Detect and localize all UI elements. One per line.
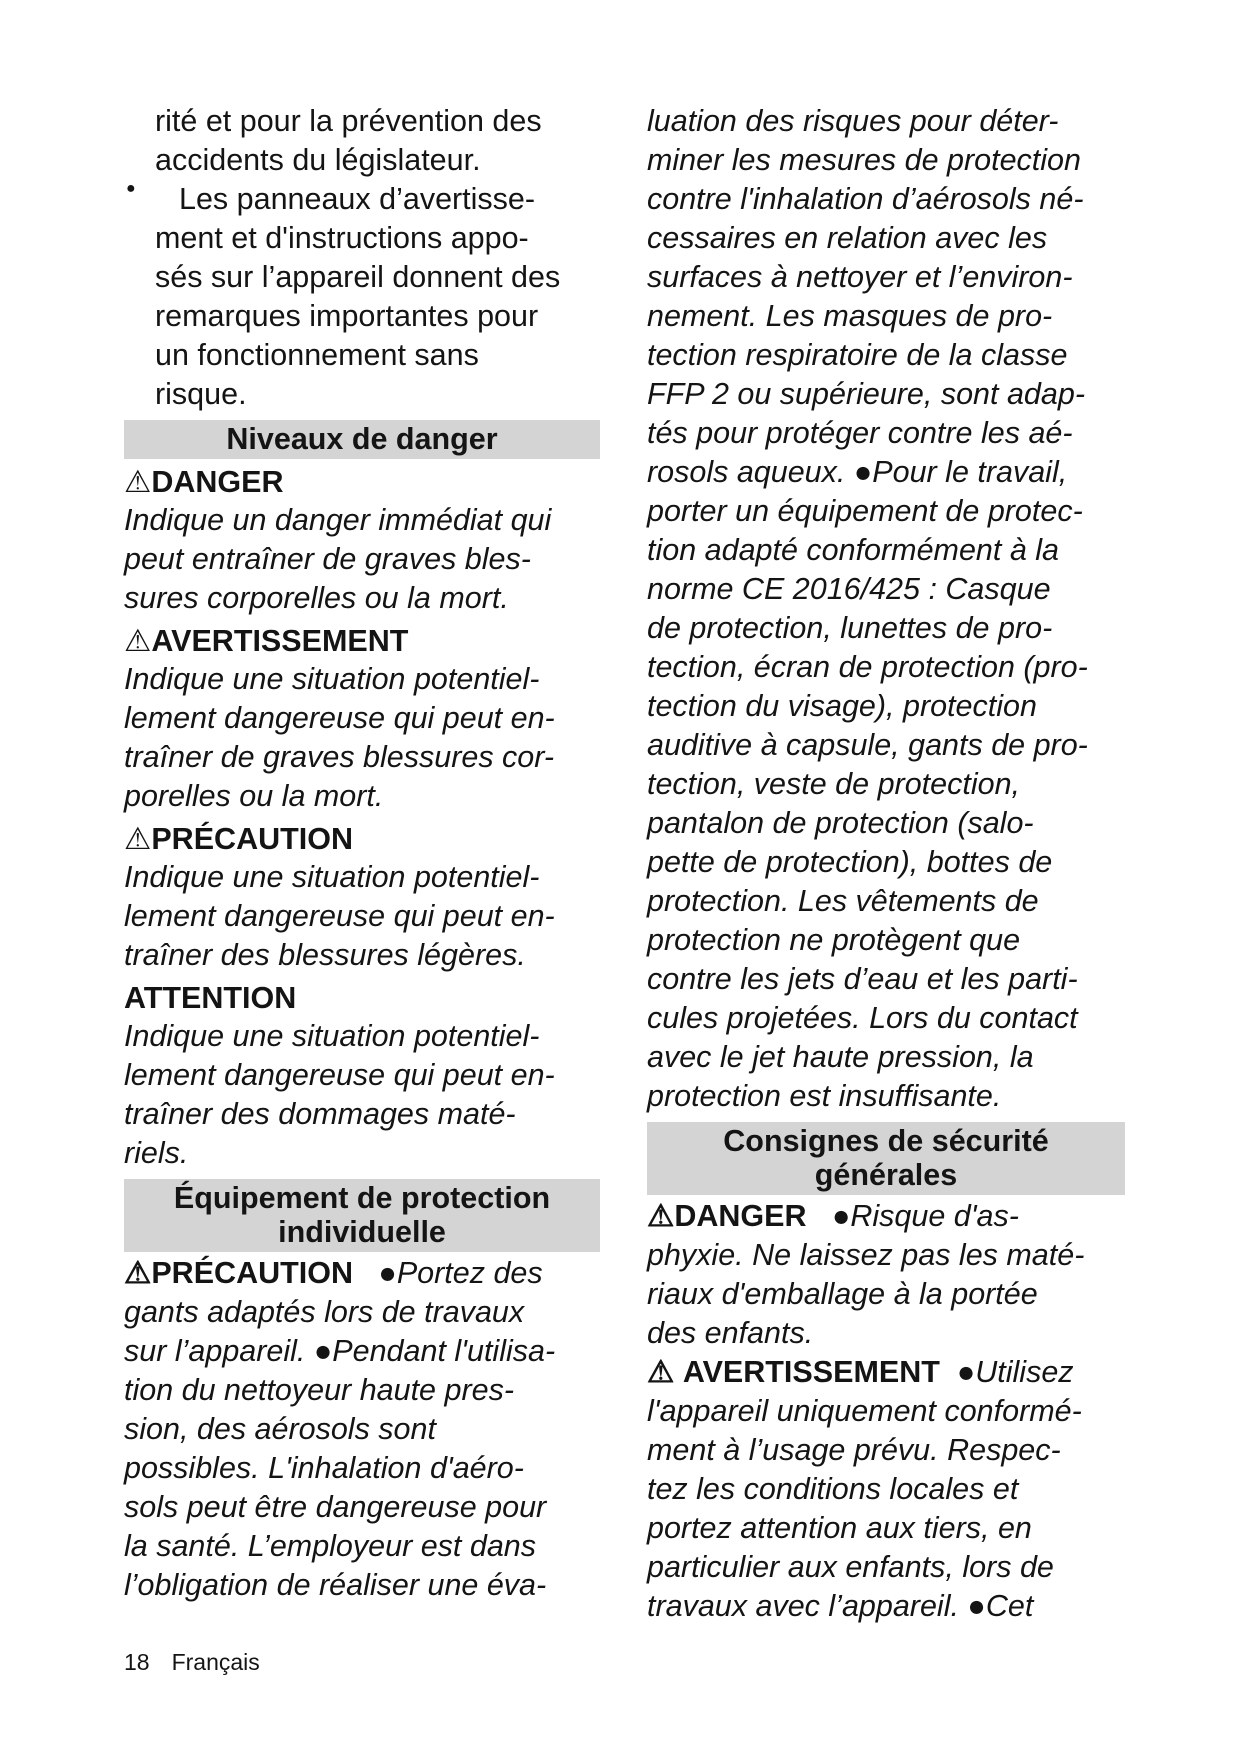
section-heading-ppe: [124, 1179, 600, 1252]
level-desc-line: traîner des dommages maté-: [124, 1097, 516, 1131]
text-line: rosols aqueux. ●Pour le travail,: [647, 455, 1068, 489]
danger-line: riaux d'emballage à la portée: [647, 1277, 1038, 1311]
danger-line: des enfants.: [647, 1316, 814, 1350]
warning-triangle-icon: ⚠: [647, 1355, 675, 1389]
text-line: contre l'inhalation d’aérosols né-: [647, 182, 1084, 216]
level-label: DANGER: [151, 465, 284, 499]
text-line: pantalon de protection (salo-: [647, 806, 1034, 840]
level-desc-line: riels.: [124, 1136, 189, 1170]
text-line: tection, veste de protection,: [647, 767, 1020, 801]
heading-line: générales: [814, 1158, 958, 1192]
ppe-line: sols peut être dangereuse pour: [124, 1490, 547, 1524]
ppe-line: possibles. L'inhalation d'aéro-: [124, 1451, 524, 1485]
bullet-dot: ●: [126, 180, 136, 197]
warn-line: particulier aux enfants, lors de: [647, 1550, 1054, 1584]
heading-line: Consignes de sécurité: [723, 1124, 1049, 1158]
level-title-precaution: [124, 820, 600, 858]
ppe-first-text: ●Portez des: [378, 1256, 543, 1290]
text-line: protection est insuffisante.: [647, 1079, 1002, 1113]
text-line: de protection, lunettes de pro-: [647, 611, 1053, 645]
heading-line: Équipement de protection: [173, 1181, 551, 1215]
text-line: tés pour protéger contre les aé-: [647, 416, 1073, 450]
level-label: ATTENTION: [124, 981, 297, 1015]
level-desc-line: lement dangereuse qui peut en-: [124, 1058, 555, 1092]
intro-line: accidents du législateur.: [155, 143, 481, 177]
text-line: tection, écran de protection (pro-: [647, 650, 1088, 684]
level-desc-line: Indique une situation potentiel-: [124, 1019, 540, 1053]
warning-triangle-icon: ⚠: [124, 822, 152, 856]
section-heading-general-safety: [647, 1122, 1125, 1195]
text-line: cessaires en relation avec les: [647, 221, 1048, 255]
level-desc-line: Indique une situation potentiel-: [124, 662, 540, 696]
ppe-first-line: [124, 1254, 600, 1293]
text-line: pette de protection), bottes de: [647, 845, 1053, 879]
bullet-line: un fonctionnement sans: [155, 338, 479, 372]
text-line: tection du visage), protection: [647, 689, 1037, 723]
level-desc-line: Indique une situation potentiel-: [124, 860, 540, 894]
warning-triangle-icon: ⚠: [124, 465, 152, 499]
footer-language: Français: [171, 1649, 260, 1675]
text-line: nement. Les masques de pro-: [647, 299, 1053, 333]
level-label: PRÉCAUTION: [151, 822, 353, 856]
level-title-avertissement: [124, 622, 600, 660]
level-desc-line: sures corporelles ou la mort.: [124, 581, 509, 615]
level-desc-line: lement dangereuse qui peut en-: [124, 899, 555, 933]
level-desc-line: porelles ou la mort.: [124, 779, 384, 813]
text-line: contre les jets d’eau et les parti-: [647, 962, 1078, 996]
bullet-line: ment et d'instructions appo-: [155, 221, 529, 255]
warning-triangle-icon: ⚠: [647, 1199, 675, 1233]
level-title-danger: [124, 463, 600, 501]
warn-label: AVERTISSEMENT: [682, 1355, 940, 1389]
ppe-line: gants adaptés lors de travaux: [124, 1295, 525, 1329]
text-line: avec le jet haute pression, la: [647, 1040, 1034, 1074]
level-desc-line: traîner des blessures légères.: [124, 938, 526, 972]
text-line: norme CE 2016/425 : Casque: [647, 572, 1051, 606]
ppe-line: l’obligation de réaliser une éva-: [124, 1568, 547, 1602]
warn-line: portez attention aux tiers, en: [647, 1511, 1032, 1545]
warn-line: l'appareil uniquement conformé-: [647, 1394, 1082, 1428]
level-desc-line: traîner de graves blessures cor-: [124, 740, 555, 774]
level-desc-line: lement dangereuse qui peut en-: [124, 701, 555, 735]
warn-line: ment à l’usage prévu. Respec-: [647, 1433, 1061, 1467]
bullet-item: [124, 180, 600, 414]
warning-triangle-icon: ⚠: [124, 624, 152, 658]
warn-line: tez les conditions locales et: [647, 1472, 1019, 1506]
text-line: porter un équipement de protec-: [647, 494, 1083, 528]
text-line: protection ne protègent que: [647, 923, 1021, 957]
bullet-line: Les panneaux d’avertisse-: [179, 182, 536, 216]
warn-first-text: ●Utilisez: [956, 1355, 1074, 1389]
intro-line: rité et pour la prévention des: [155, 104, 542, 138]
text-line: tion adapté conformément à la: [647, 533, 1060, 567]
warning-triangle-icon: ⚠: [124, 1256, 152, 1290]
text-line: protection. Les vêtements de: [647, 884, 1039, 918]
text-line: surfaces à nettoyer et l’environ-: [647, 260, 1073, 294]
danger-first-text: ●Risque d'as-: [831, 1199, 1019, 1233]
page-footer: [124, 1648, 260, 1676]
text-line: FFP 2 ou supérieure, sont adap-: [647, 377, 1085, 411]
ppe-line: sur l’appareil. ●Pendant l'utilisa-: [124, 1334, 556, 1368]
level-label: AVERTISSEMENT: [151, 624, 409, 658]
level-desc-line: Indique un danger immédiat qui: [124, 503, 552, 537]
heading-line: individuelle: [278, 1215, 446, 1249]
ppe-continued-text: [647, 102, 1125, 1116]
page-number: 18: [124, 1649, 150, 1675]
bullet-line: sés sur l’appareil donnent des: [155, 260, 561, 294]
bullet-line: risque.: [155, 377, 247, 411]
warn-first-line: [647, 1353, 1125, 1392]
danger-label: DANGER: [674, 1199, 807, 1233]
bullet-line: remarques importantes pour: [155, 299, 539, 333]
text-line: auditive à capsule, gants de pro-: [647, 728, 1088, 762]
danger-first-line: [647, 1197, 1125, 1236]
text-line: miner les mesures de protection: [647, 143, 1081, 177]
section-heading-danger-levels: Niveaux de danger: [124, 420, 600, 459]
left-column: [124, 102, 600, 1605]
ppe-line: la santé. L’employeur est dans: [124, 1529, 537, 1563]
warn-line: travaux avec l’appareil. ●Cet: [647, 1589, 1034, 1623]
level-desc-line: peut entraîner de graves bles-: [124, 542, 531, 576]
text-line: tection respiratoire de la classe: [647, 338, 1068, 372]
danger-line: phyxie. Ne laissez pas les maté-: [647, 1238, 1085, 1272]
text-line: luation des risques pour déter-: [647, 104, 1059, 138]
ppe-line: sion, des aérosols sont: [124, 1412, 436, 1446]
ppe-label: PRÉCAUTION: [151, 1256, 353, 1290]
level-title-attention: [124, 979, 600, 1017]
text-line: cules projetées. Lors du contact: [647, 1001, 1078, 1035]
right-column: [647, 102, 1125, 1626]
ppe-line: tion du nettoyeur haute pres-: [124, 1373, 514, 1407]
